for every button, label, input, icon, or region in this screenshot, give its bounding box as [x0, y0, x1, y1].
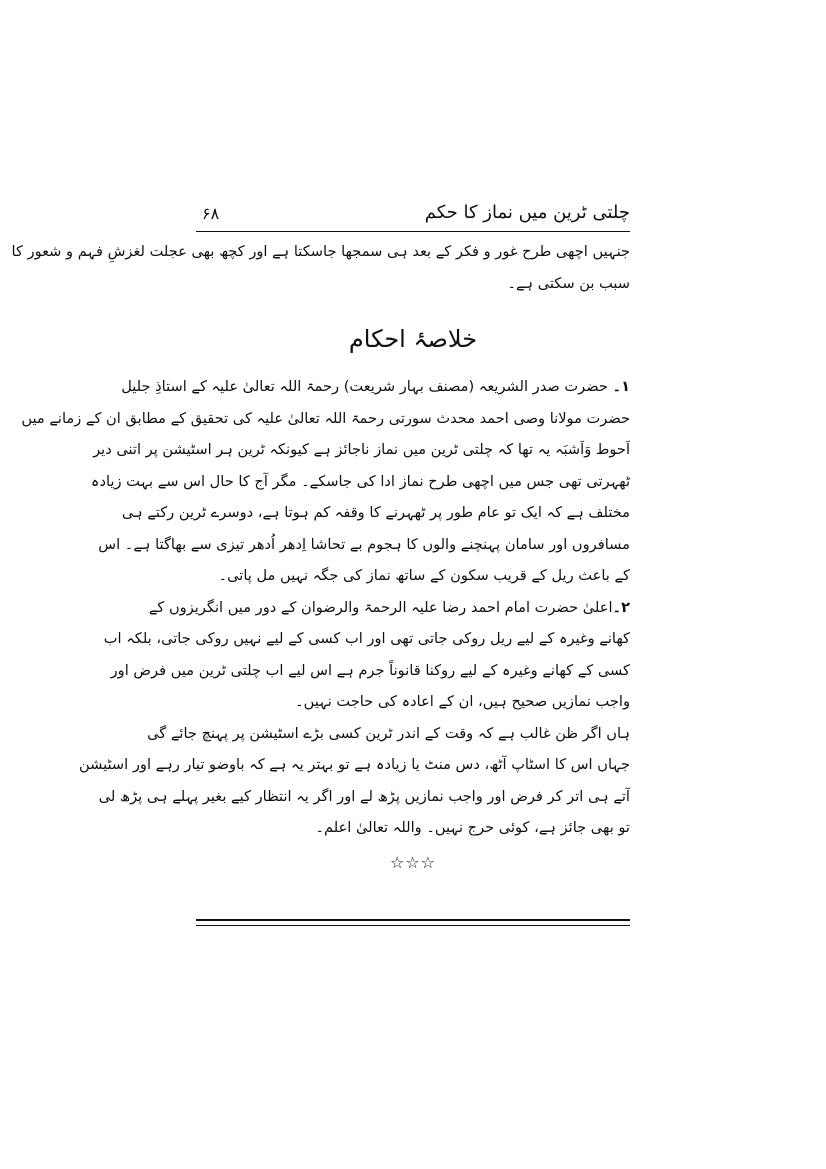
text-fragment: اعلیٰ حضرت امام احمد رضا علیہ الرحمۃ والرضوان کے دور میں انگریزوں کے: [148, 598, 613, 616]
text-line: کے باعث ریل کے قریب سکون کے ساتھ نماز کی جگہ نہیں مل پاتی۔: [218, 567, 630, 584]
text-line: حضرت مولانا وصی احمد محدث سورتی رحمۃ اللہ تعالیٰ علیہ کی تحقیق کے مطابق ان کے زمانے میں: [21, 409, 630, 427]
section-title: خلاصۂ احکام: [348, 325, 478, 353]
text-line: مختلف ہے کہ ایک تو عام طور پر ٹھہرنے کا وقفہ کم ہوتا ہے، دوسرے ٹرین رکتے ہی: [121, 504, 630, 521]
ruling-2: [103, 592, 630, 718]
text-line: تو بھی جائز ہے، کوئی حرج نہیں۔ واللہ تعالیٰ اعلم۔: [315, 819, 630, 836]
page-header: [196, 200, 630, 230]
text-line: کسی کے کھانے وغیرہ کے لیے روکنا قانوناً جرم ہے اس لیے اب چلتی ٹرین میں فرض اور: [110, 661, 630, 679]
header-rule: [196, 231, 630, 232]
page-body: [11, 236, 630, 880]
text-line: ٹھہرتی تھی جس میں اچھی طرح نماز ادا کی جاسکے۔ مگر آج کا حال اس سے بہت زیادہ: [90, 472, 630, 490]
running-title: چلتی ٹرین میں نماز کا حکم: [424, 202, 630, 223]
text-line: جہاں اس کا اسٹاپ آٹھ، دس منٹ یا زیادہ ہے تو بہتر یہ ہے کہ باوضو تیار رہے اور اسٹیشن: [79, 756, 630, 773]
text-line: [148, 592, 630, 624]
page-number: ۶۸: [202, 204, 220, 223]
item-number: ۱۔: [612, 378, 630, 395]
text-line: سبب بن سکتی ہے۔: [507, 274, 630, 292]
text-line: جنہیں اچھی طرح غور و فکر کے بعد ہی سمجھا جاسکتا ہے اور کچھ بھی عجلت لغزشِ فہم و شعور کا: [11, 243, 630, 260]
text-line: واجب نمازیں صحیح ہیں، ان کے اعادہ کی حاجت نہیں۔: [295, 693, 630, 710]
text-line: ہاں اگر ظن غالب ہے کہ وقت کے اندر ٹرین کسی بڑے اسٹیشن پر پہنچ جائے گی: [147, 724, 630, 742]
text-line: آتے ہی اتر کر فرض اور واجب نمازیں پڑھ لے اور اگر یہ انتظار کیے بغیر پہلے ہی پڑھ لی: [98, 787, 630, 805]
text-fragment: حضرت صدر الشریعہ (مصنف بہار شریعت) رحمۃ اللہ تعالیٰ علیہ کے استاذِ جلیل: [121, 378, 608, 395]
closing-paragraph: [79, 718, 630, 844]
item-number: ۲۔: [612, 598, 630, 616]
text-line: کھانے وغیرہ کے لیے ریل روکی جاتی تھی اور اب کسی کے لیے نہیں روکی جاتی، بلکہ اب: [103, 630, 630, 647]
ruling-1: [21, 371, 630, 592]
stars-divider: ☆☆☆: [389, 852, 437, 872]
text-line: [121, 371, 630, 403]
footer-rule: [196, 919, 630, 921]
footer-rule: [196, 925, 630, 926]
text-line: اَحوط وَاَشبَہ یہ تھا کہ چلتی ٹرین میں نماز ناجائز ہے کیونکہ ٹرین ہر اسٹیشن پر اتنی دیر: [93, 441, 630, 458]
text-line: مسافروں اور سامان پہنچنے والوں کا ہجوم بے تحاشا اِدھر اُدھر تیزی سے بھاگتا ہے۔ اس: [98, 535, 630, 553]
